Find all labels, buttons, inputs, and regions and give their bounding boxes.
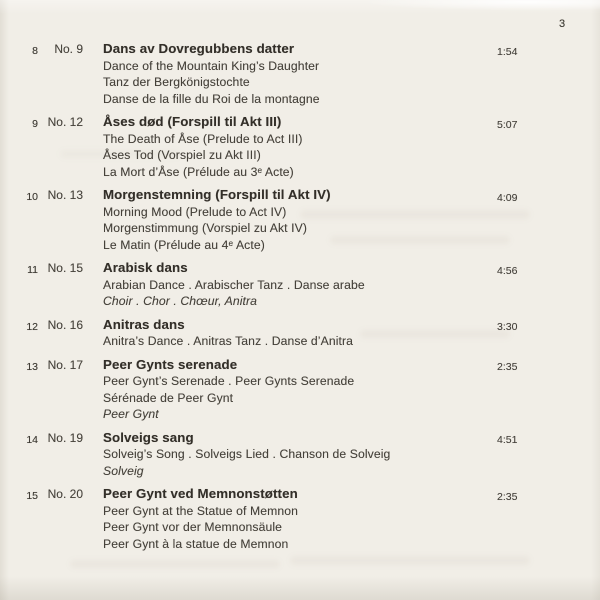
track-row xyxy=(0,357,600,423)
track-list xyxy=(0,41,600,559)
catalog-number: No. 20 xyxy=(47,487,83,501)
track-row xyxy=(0,486,600,552)
track-index: 14 xyxy=(26,433,38,446)
track-duration: 3:30 xyxy=(497,321,518,333)
track-subtitle: Anitra’s Dance . Anitras Tanz . Danse d’Anitra xyxy=(103,334,354,348)
track-body xyxy=(83,187,497,253)
track-subtitle: Sérénade de Peer Gynt xyxy=(103,390,234,405)
track-row xyxy=(0,41,600,107)
catalog-number: No. 12 xyxy=(47,115,83,129)
track-duration: 2:35 xyxy=(497,361,518,373)
catalog-number: No. 17 xyxy=(47,357,83,372)
track-body xyxy=(83,41,497,107)
track-row xyxy=(0,187,600,253)
track-subtitle: Arabian Dance . Arabischer Tanz . Danse arabe xyxy=(103,277,365,292)
track-subtitle: Solveig xyxy=(103,463,144,478)
track-subtitle: Peer Gynt at the Statue of Memnon xyxy=(103,503,299,518)
track-duration: 4:56 xyxy=(497,264,518,277)
track-subtitle: Peer Gynt’s Serenade . Peer Gynts Serenade xyxy=(103,374,355,388)
track-index: 11 xyxy=(27,264,38,276)
track-subtitle: The Death of Åse (Prelude to Act III) xyxy=(103,131,303,146)
track-duration: 1:54 xyxy=(497,45,518,58)
catalog-number: No. 19 xyxy=(47,430,83,445)
track-title: Morgenstemning (Forspill til Akt IV) xyxy=(103,187,331,202)
catalog-number: No. 13 xyxy=(47,188,83,202)
track-subtitle: Peer Gynt vor der Memnonsäule xyxy=(103,520,283,534)
track-row xyxy=(0,114,600,180)
track-duration: 2:35 xyxy=(497,490,518,503)
track-index: 9 xyxy=(32,118,38,130)
track-body xyxy=(83,114,497,180)
track-subtitle: La Mort d’Åse (Prélude au 3ᵉ Acte) xyxy=(103,164,294,179)
track-body xyxy=(83,260,497,310)
track-index: 10 xyxy=(26,191,38,203)
track-subtitle: Solveig’s Song . Solveigs Lied . Chanson de Solveig xyxy=(103,447,391,461)
track-row xyxy=(0,430,600,480)
track-title: Arabisk dans xyxy=(103,260,188,275)
track-duration: 4:09 xyxy=(497,191,518,204)
track-row xyxy=(0,260,600,310)
scan-smudge xyxy=(70,560,280,568)
track-subtitle: Peer Gynt xyxy=(103,407,159,421)
track-index: 12 xyxy=(26,320,38,333)
track-subtitle: Tanz der Bergkönigstochte xyxy=(103,75,250,89)
track-body xyxy=(83,430,497,480)
track-title: Peer Gynt ved Memnonstøtten xyxy=(103,486,298,501)
track-duration: 4:51 xyxy=(497,434,518,446)
track-body xyxy=(83,486,497,552)
track-duration: 5:07 xyxy=(497,118,518,131)
track-subtitle: Choir . Chor . Chœur, Anitra xyxy=(103,294,258,308)
track-body xyxy=(83,357,497,423)
track-index: 15 xyxy=(26,490,38,502)
track-title: Peer Gynts serenade xyxy=(103,356,238,372)
track-subtitle: Peer Gynt à la statue de Memnon xyxy=(103,536,289,551)
track-subtitle: Åses Tod (Vorspiel zu Akt III) xyxy=(103,148,261,162)
track-subtitle: Morning Mood (Prelude to Act IV) xyxy=(103,204,287,219)
track-subtitle: Morgenstimmung (Vorspiel zu Akt IV) xyxy=(103,221,307,235)
track-index: 8 xyxy=(32,45,38,57)
track-subtitle: Le Matin (Prélude au 4ᵉ Acte) xyxy=(103,237,265,252)
catalog-number: No. 9 xyxy=(54,42,83,56)
track-subtitle: Dance of the Mountain King’s Daughter xyxy=(103,58,320,73)
catalog-number: No. 16 xyxy=(47,317,83,332)
page-number: 3 xyxy=(559,18,566,30)
track-index: 13 xyxy=(26,360,38,373)
track-body xyxy=(83,317,497,350)
track-title: Anitras dans xyxy=(103,316,185,332)
track-row xyxy=(0,317,600,350)
track-subtitle: Danse de la fille du Roi de la montagne xyxy=(103,91,320,106)
track-title: Solveigs sang xyxy=(103,429,194,445)
catalog-number: No. 15 xyxy=(47,261,83,275)
track-title: Åses død (Forspill til Akt III) xyxy=(103,114,282,129)
track-title: Dans av Dovregubbens datter xyxy=(103,41,295,56)
